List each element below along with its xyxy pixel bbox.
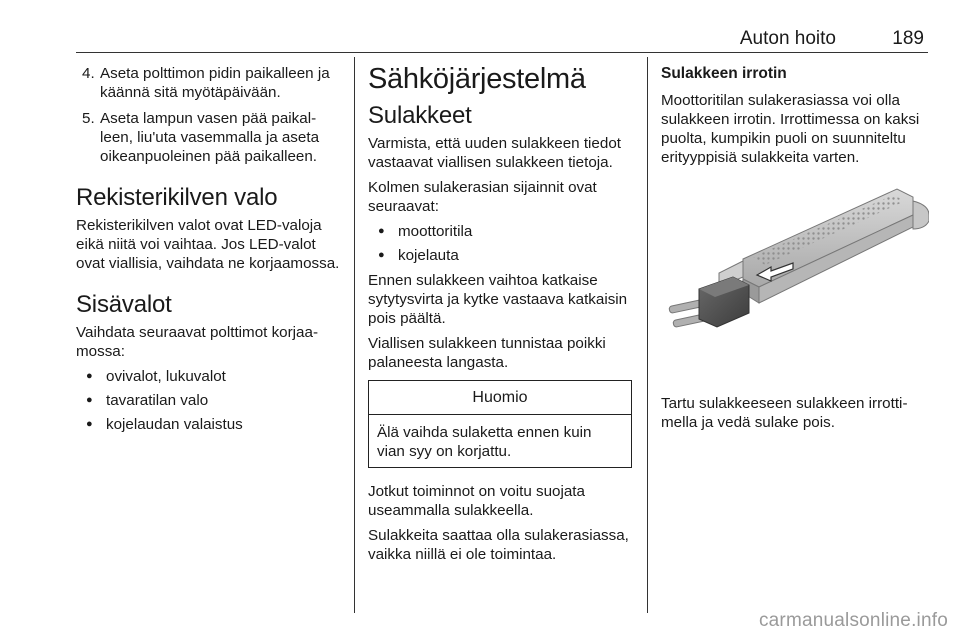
step-list: [76, 64, 342, 166]
paragraph: Moottoritilan sulakerasiassa voi olla sulakkeen irrotin. Irrottimessa on kaksi puolta, kumpikin puoli on suunniteltu erityyppisiä sulakkeita varten.: [661, 92, 920, 166]
watermark: carmanualsonline.info: [758, 610, 948, 631]
list-item: ● kojelauta: [368, 246, 633, 265]
note-text: Älä vaihda sulaketta ennen kuin vian syy on korjattu.: [377, 424, 592, 460]
header-rule: [76, 52, 928, 53]
paragraph: Ennen sulakkeen vaihtoa katkaise sytytysvirta ja kytke vastaava katkaisin pois päältä.: [368, 272, 628, 327]
fuse-puller-illustration: [661, 181, 929, 371]
fuse-puller: [719, 189, 929, 303]
paragraph: Kolmen sulakerasian sijainnit ovat seuraavat:: [368, 179, 597, 215]
fuse: [669, 277, 749, 327]
heading-sisavalot: Sisävalot: [76, 291, 172, 318]
column-divider-2: [647, 57, 648, 613]
paragraph: Sulakkeita saattaa olla sulakerasiassa, vaikka niillä ei ole toimintaa.: [368, 527, 629, 563]
list-item: ● tavaratilan valo: [76, 391, 342, 410]
paragraph: Rekisterikilven valot ovat LED-valoja eikä niitä voi vaihtaa. Jos LED-valot ovat viallisia, vaihdata ne korjaamossa.: [76, 217, 340, 272]
column-3: [661, 64, 929, 438]
paragraph: Varmista, että uuden sulakkeen tiedot vastaavat viallisen sulakkeen tietoja.: [368, 135, 621, 171]
paragraph: Tartu sulakkeeseen sulakkeen irrottimella ja vedä sulake pois.: [661, 395, 908, 431]
list-item: ● kojelaudan valaistus: [76, 415, 342, 434]
heading-sulakkeen-irrotin: Sulakkeen irrotin: [661, 65, 787, 82]
page-number: 189: [892, 28, 924, 49]
page-header: [76, 28, 928, 52]
heading-sulakkeet: Sulakkeet: [368, 102, 472, 129]
step-item: 5. Aseta lampun vasen pää paikalleen, liu'uta vasemmalla ja aseta oikeanpuoleinen pää paikalleen.: [82, 110, 320, 165]
heading-sahkojarjestelma: Sähköjärjestelmä: [368, 63, 586, 95]
paragraph: Jotkut toiminnot on voitu suojata useammalla sulakkeella.: [368, 483, 585, 519]
bullet-list: [368, 222, 633, 265]
paragraph: Vaihdata seuraavat polttimot korjaamossa:: [76, 324, 319, 360]
heading-rekisterikilven-valo: Rekisterikilven valo: [76, 184, 278, 211]
section-title: Auton hoito: [739, 28, 836, 49]
step-item: 4. Aseta polttimon pidin paikalleen ja käännä sitä myötäpäivään.: [82, 65, 330, 101]
note-box: [368, 380, 632, 468]
column-divider-1: [354, 57, 355, 613]
note-title: Huomio: [369, 381, 631, 415]
list-item: ● moottoritila: [368, 222, 633, 241]
column-1: [76, 64, 342, 440]
bullet-list: [76, 367, 342, 434]
list-item: ● ovivalot, lukuvalot: [76, 367, 342, 386]
paragraph: Viallisen sulakkeen tunnistaa poikki palaneesta langasta.: [368, 335, 606, 371]
column-2: [368, 64, 633, 570]
